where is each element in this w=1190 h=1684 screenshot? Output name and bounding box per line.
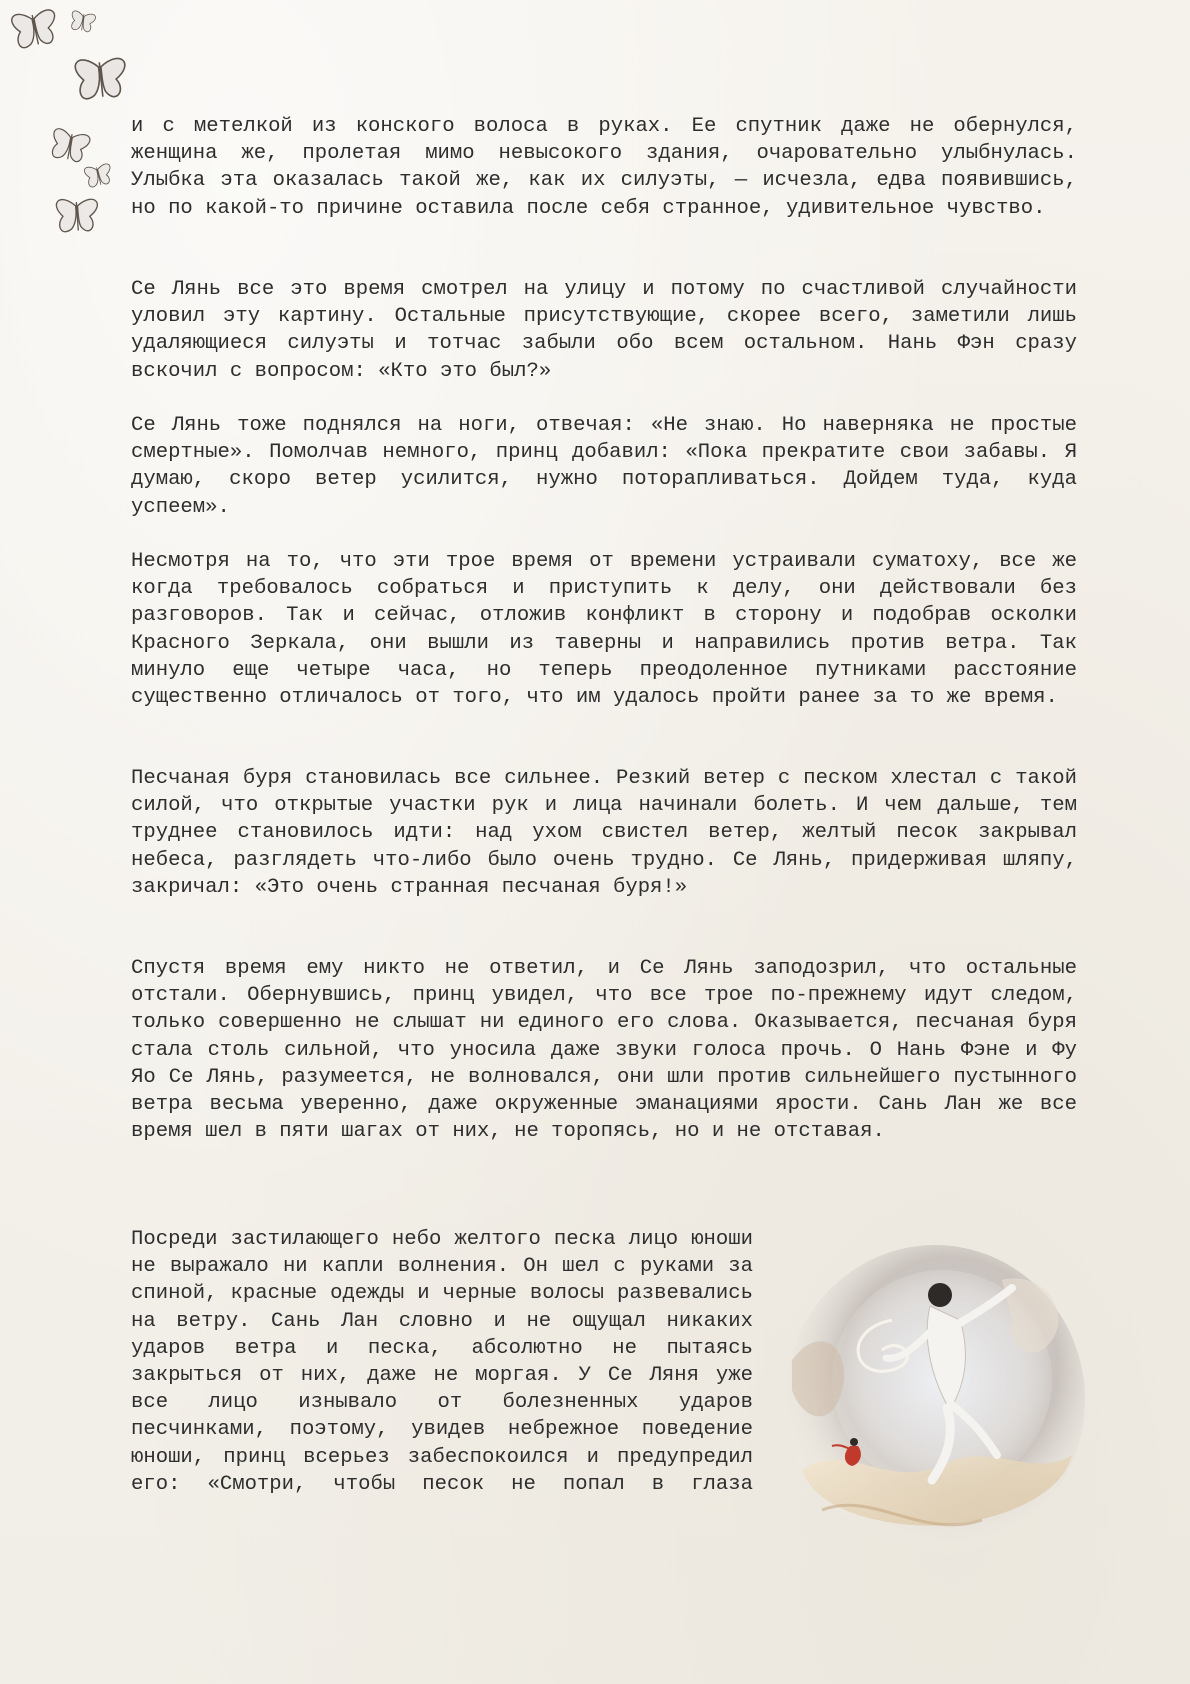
paragraph-3: Се Лянь тоже поднялся на ноги, отвечая: «Не знаю. Но наверняка не простые смертные». Помолчав немного, принц добавил: «Пока прекратите свои забавы. Я думаю, скоро ветер усилится, нужно поторапливаться. Дойдем туда, куда успеем».	[131, 414, 1077, 519]
paragraph-6: Спустя время ему никто не ответил, и Се Лянь заподозрил, что остальные отстали. Обернувшись, принц увидел, что все трое по-прежнему идут следом, только совершенно не слышат ни единого его слова. Оказывается, песчаная буря стала столь сильной, что уносила даже звуки голоса прочь. О Нань Фэне и Фу Яо Се Лянь, разумеется, не волновался, они шли против сильнейшего пустынного ветра весьма уверенно, даже окруженные эманациями ярости. Сань Лан же все время шел в пяти шагах от них, не торопясь, но и не отставая.	[131, 957, 1077, 1144]
paragraph-2: Се Лянь все это время смотрел на улицу и потому по счастливой случайности уловил эту картину. Остальные присутствующие, скорее всего, заметили лишь удаляющиеся силуэты и тотчас забыли обо всем остальном. Нань Фэн сразу вскочил с вопросом: «Кто это был?»	[131, 278, 1077, 383]
paragraph-5: Песчаная буря становилась все сильнее. Резкий ветер с песком хлестал с такой силой, что открытые участки рук и лица начинали болеть. И чем дальше, тем труднее становилось идти: над ухом свистел ветер, желтый песок закрывал небеса, разглядеть что-либо было очень трудно. Се Лянь, придерживая шляпу, закричал: «Это очень странная песчаная буря!»	[131, 767, 1077, 899]
paragraph-1: и с метелкой из конского волоса в руках. Ее спутник даже не обернулся, женщина же, пролетая мимо невысокого здания, очаровательно улыбнулась. Улыбка эта оказалась такой же, как их силуэты, — исчезла, едва появившись, но по какой-то причине оставила после себя странное, удивительное чувство.	[131, 115, 1077, 220]
paragraph-7: Посреди застилающего небо желтого песка лицо юноши не выражало ни капли волнения. Он шел с руками за спиной, красные одежды и черные волосы развевались на ветру. Сань Лан словно и не ощущал никаких ударов ветра и песка, абсолютно не пытаясь закрыться от них, даже не моргая. У Се Ляня уже все лицо изнывало от болезненных ударов песчинками, поэтому, увидев небрежное поведение юноши, принц всерьез забеспокоился и предупредил его: «Смотри, чтобы песок не попал в глаза	[131, 1228, 753, 1496]
paragraph-4: Несмотря на то, что эти трое время от времени устраивали суматоху, все же когда требовалось собраться и приступить к делу, они действовали без разговоров. Так и сейчас, отложив конфликт в сторону и подобрав осколки Красного Зеркала, они вышли из таверны и направились против ветра. Так минуло еще четыре часа, но теперь преодоленное путниками расстояние существенно отличалось от того, что им удалось пройти ранее за то же время.	[131, 550, 1077, 710]
butterflies-icon	[0, 0, 150, 250]
illustration-figures-icon	[782, 1240, 1088, 1558]
